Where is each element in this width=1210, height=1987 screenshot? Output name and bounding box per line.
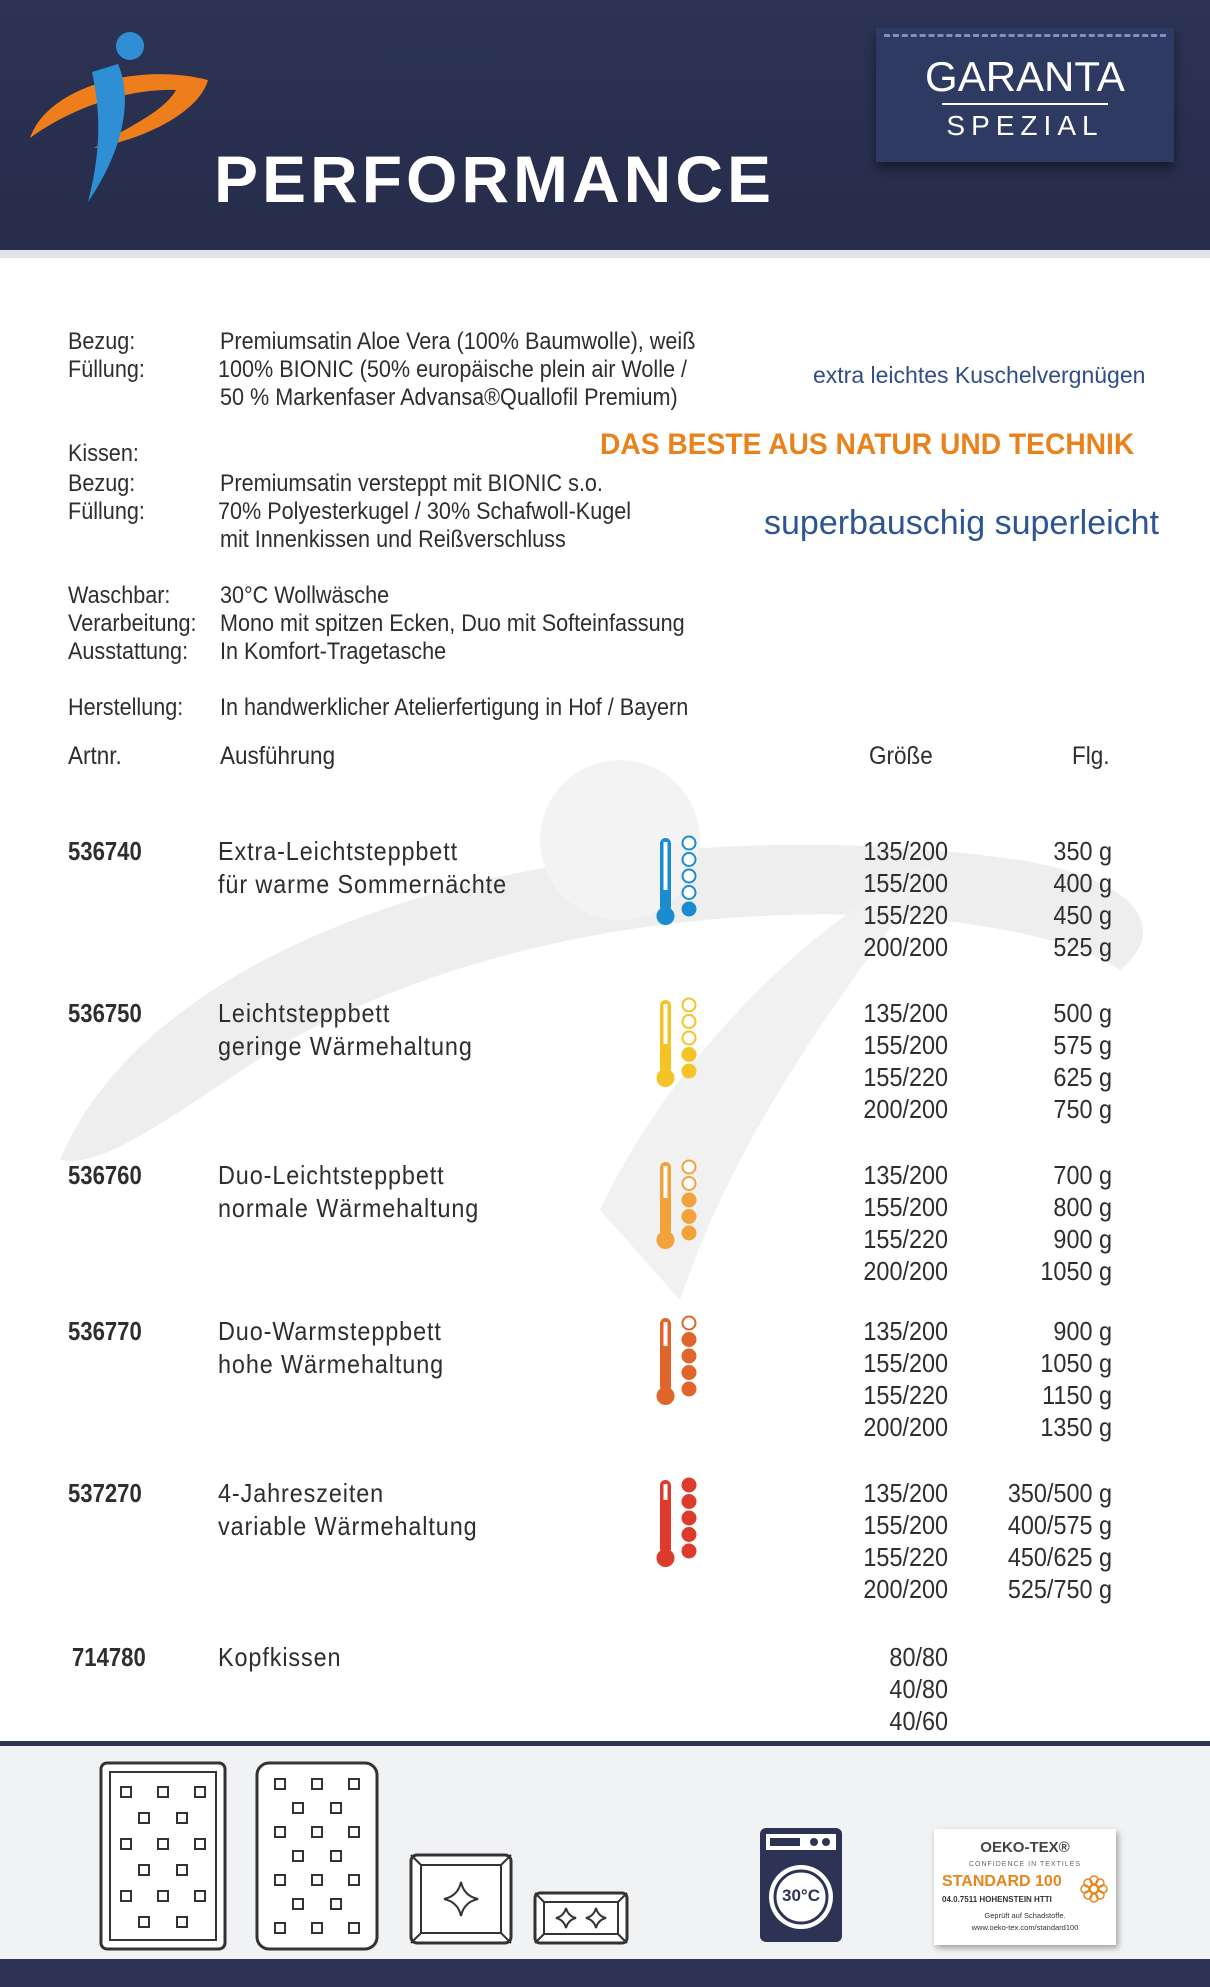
washing-machine-icon <box>758 1826 844 1944</box>
product-weight: 1350 g <box>1040 1412 1112 1442</box>
product-weight: 625 g <box>1053 1062 1112 1092</box>
product-weight: 1150 g <box>1042 1380 1112 1410</box>
badge-title: GARANTA <box>925 53 1125 100</box>
product-art-number: 714780 <box>72 1642 146 1672</box>
spec-value: Premiumsatin versteppt mit BIONIC s.o. <box>220 470 603 497</box>
spec-label: Ausstattung: <box>68 638 189 665</box>
thermometer-warmth-icon <box>656 996 700 1092</box>
footer-bottom-bar <box>0 1959 1210 1987</box>
thermometer-warmth-icon <box>656 1158 700 1254</box>
thermometer-warmth-icon <box>656 834 700 930</box>
garanta-badge <box>876 28 1174 162</box>
product-name: Duo-Warmsteppbett <box>218 1316 442 1346</box>
product-weight: 700 g <box>1053 1160 1112 1190</box>
wash-temperature-label: 30°C <box>782 1886 820 1905</box>
spec-label: Kissen: <box>68 440 139 467</box>
product-weight: 450 g <box>1053 900 1112 930</box>
oeko-standard: STANDARD 100 <box>942 1873 1062 1890</box>
badge-rule <box>942 103 1108 105</box>
product-art-number: 537270 <box>68 1478 142 1508</box>
spec-label: Bezug: <box>68 470 136 497</box>
product-size: 155/200 <box>863 1030 948 1060</box>
spec-value: Mono mit spitzen Ecken, Duo mit Softeinfassung <box>220 610 685 637</box>
product-weight: 525 g <box>1053 932 1112 962</box>
product-size: 155/220 <box>863 1380 948 1410</box>
spec-value: Premiumsatin Aloe Vera (100% Baumwolle), weiß <box>220 328 696 355</box>
product-size: 40/60 <box>889 1706 948 1736</box>
product-weight: 800 g <box>1053 1192 1112 1222</box>
product-size: 155/220 <box>863 900 948 930</box>
product-weight: 525/750 g <box>1007 1574 1112 1604</box>
duo-quilt-pattern-icon <box>254 1760 380 1952</box>
product-size: 155/220 <box>863 1062 948 1092</box>
product-size: 200/200 <box>863 1412 948 1442</box>
spec-value: 50 % Markenfaser Advansa®Quallofil Premium) <box>220 384 678 411</box>
column-header-size: Größe <box>869 742 933 770</box>
slogan-headline: DAS BESTE AUS NATUR UND TECHNIK <box>600 428 1135 461</box>
spec-label: Verarbeitung: <box>68 610 197 637</box>
product-weight: 1050 g <box>1040 1348 1112 1378</box>
product-name: Kopfkissen <box>218 1642 342 1672</box>
product-art-number: 536740 <box>68 836 142 866</box>
product-weight: 575 g <box>1053 1030 1112 1060</box>
slogan-fluffy: superbauschig superleicht <box>764 504 1160 542</box>
badge-subtitle: SPEZIAL <box>946 110 1104 141</box>
spec-label: Bezug: <box>68 328 136 355</box>
thermometer-warmth-icon <box>656 1476 700 1572</box>
product-size: 155/200 <box>863 868 948 898</box>
product-name: 4-Jahreszeiten <box>218 1478 385 1508</box>
badge-dashed-stitch <box>884 34 1166 37</box>
product-weight: 400 g <box>1053 868 1112 898</box>
oeko-tagline: CONFIDENCE IN TEXTILES <box>968 1861 1082 1868</box>
product-size: 80/80 <box>889 1642 948 1672</box>
product-size: 155/200 <box>863 1192 948 1222</box>
product-weight: 450/625 g <box>1007 1542 1112 1572</box>
product-size: 40/80 <box>889 1674 948 1704</box>
product-weight: 500 g <box>1053 998 1112 1028</box>
product-size: 135/200 <box>863 1160 948 1190</box>
product-size: 135/200 <box>863 836 948 866</box>
product-weight: 350/500 g <box>1007 1478 1112 1508</box>
product-description: geringe Wärmehaltung <box>218 1031 473 1061</box>
spec-label: Waschbar: <box>68 582 171 609</box>
oeko-url: www.oeko-tex.com/standard100 <box>971 1923 1079 1932</box>
product-name: Duo-Leichtsteppbett <box>218 1160 445 1190</box>
product-weight: 1050 g <box>1040 1256 1112 1286</box>
oeko-tested: Geprüft auf Schadstoffe. <box>984 1911 1066 1920</box>
product-description: für warme Sommernächte <box>218 869 507 899</box>
oeko-tex-label <box>934 1829 1116 1945</box>
product-name: Leichtsteppbett <box>218 998 391 1028</box>
oeko-flower-icon <box>1078 1873 1110 1905</box>
oeko-certificate: 04.0.7511 HOHENSTEIN HTTI <box>942 1895 1052 1904</box>
spec-value: 30°C Wollwäsche <box>220 582 390 609</box>
product-size: 200/200 <box>863 1256 948 1286</box>
column-header-art: Artnr. <box>68 742 122 770</box>
product-size: 155/200 <box>863 1348 948 1378</box>
product-size: 155/220 <box>863 1224 948 1254</box>
product-size: 155/220 <box>863 1542 948 1572</box>
product-description: normale Wärmehaltung <box>218 1193 480 1223</box>
spec-label: Herstellung: <box>68 694 184 721</box>
mono-quilt-pattern-icon <box>98 1760 228 1952</box>
product-weight: 900 g <box>1053 1224 1112 1254</box>
product-size: 135/200 <box>863 1478 948 1508</box>
column-header-weight: Flg. <box>1072 742 1110 770</box>
spec-value: In handwerklicher Atelierfertigung in Hof / Bayern <box>220 694 689 721</box>
product-size: 135/200 <box>863 998 948 1028</box>
oeko-brand: OEKO-TEX® <box>980 1839 1070 1856</box>
product-art-number: 536750 <box>68 998 142 1028</box>
product-size: 135/200 <box>863 1316 948 1346</box>
footer-top-line <box>0 1741 1210 1746</box>
product-size: 155/200 <box>863 1510 948 1540</box>
spec-label: Füllung: <box>68 498 145 525</box>
product-weight: 400/575 g <box>1007 1510 1112 1540</box>
product-size: 200/200 <box>863 1574 948 1604</box>
product-weight: 900 g <box>1053 1316 1112 1346</box>
header-divider <box>0 250 1210 258</box>
performance-logo-icon <box>22 26 212 206</box>
spec-value: In Komfort-Tragetasche <box>220 638 447 665</box>
pillow-square-icon <box>408 1852 514 1946</box>
product-art-number: 536760 <box>68 1160 142 1190</box>
product-description: hohe Wärmehaltung <box>218 1349 445 1379</box>
page-title: PERFORMANCE <box>214 142 776 216</box>
spec-label: Füllung: <box>68 356 145 383</box>
thermometer-warmth-icon <box>656 1314 700 1410</box>
product-weight: 350 g <box>1053 836 1112 866</box>
slogan-light: extra leichtes Kuschelvergnügen <box>813 362 1146 388</box>
product-size: 200/200 <box>863 932 948 962</box>
spec-value: 70% Polyesterkugel / 30% Schafwoll-Kugel <box>218 498 632 525</box>
product-art-number: 536770 <box>68 1316 142 1346</box>
pillow-rect-icon <box>532 1890 630 1946</box>
column-header-execution: Ausführung <box>220 742 336 770</box>
spec-value: 100% BIONIC (50% europäische plein air Wolle / <box>218 356 688 383</box>
product-name: Extra-Leichtsteppbett <box>218 836 459 866</box>
spec-value: mit Innenkissen und Reißverschluss <box>220 526 566 553</box>
product-size: 200/200 <box>863 1094 948 1124</box>
product-weight: 750 g <box>1053 1094 1112 1124</box>
product-description: variable Wärmehaltung <box>218 1511 478 1541</box>
